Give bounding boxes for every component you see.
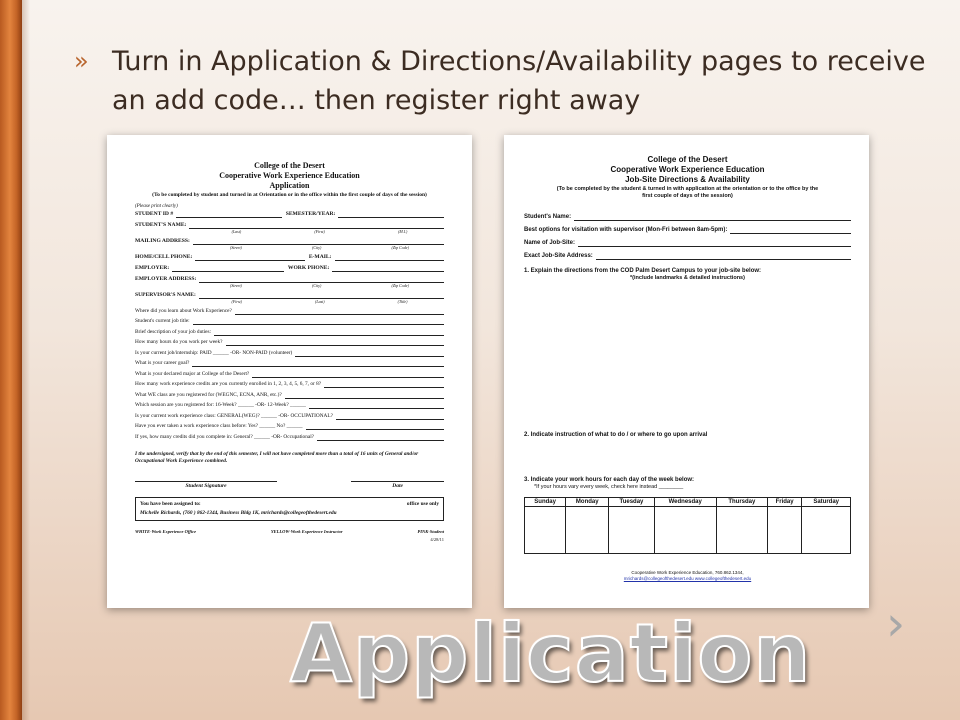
form-field: Name of Job-Site: xyxy=(524,240,851,247)
copy-distribution: WHITE-Work Experience Office YELLOW-Work Experience Instructor PINK-Student xyxy=(135,528,444,534)
day-header: Saturday xyxy=(802,498,851,507)
day-header: Monday xyxy=(566,498,609,507)
day-header: Wednesday xyxy=(654,498,716,507)
form-question: Is your current job/internship: PAID ______ -OR- NON-PAID (volunteer) xyxy=(135,350,444,357)
form-question: What is your career goal? xyxy=(135,360,444,367)
instructor-info: Michelle Richards, (760 ) 862-1344, Business Bldg 1K, mrichards@collegeofthedesert.edu xyxy=(140,509,337,516)
form-header-line: College of the Desert xyxy=(254,161,325,170)
assignment-box xyxy=(135,497,444,521)
day-header: Tuesday xyxy=(609,498,654,507)
form-field: MAILING ADDRESS: xyxy=(135,238,444,245)
field-sublabels: (First) (Last) (Title) xyxy=(231,299,408,304)
form-field: Exact Job-Site Address: xyxy=(524,253,851,260)
day-header: Sunday xyxy=(525,498,566,507)
form-question: Have you ever taken a work experience class before: Yes? ______ No? ______ xyxy=(135,423,444,430)
work-hours-table xyxy=(524,497,851,554)
form-question: How many hours do you work per week? xyxy=(135,339,444,346)
form-footer-links: mrichards@collegeofthedesert.edu www.collegeofthedesert.edu xyxy=(623,576,752,581)
bullet-text: Turn in Application & Directions/Availability pages to receive an add code… then register right away xyxy=(112,46,926,116)
accent-side-bar xyxy=(0,0,22,720)
form-header-line: College of the Desert xyxy=(647,155,728,164)
question-directions-note: *(include landmarks & detailed instructions) xyxy=(630,275,745,281)
day-cell xyxy=(767,507,802,554)
application-form-image xyxy=(107,135,472,608)
question-work-hours: 3. Indicate your work hours for each day of the week below: xyxy=(524,477,695,483)
form-question: How many work experience credits are you currently enrolled in 1, 2, 3, 4, 5, 6, 7, or 8? xyxy=(135,381,444,388)
form-field: SUPERVISOR'S NAME: xyxy=(135,292,444,299)
form-question: If yes, how many credits did you complete in: General? ______ -OR- Occupational? xyxy=(135,434,444,441)
hours-vary-note: *If your hours vary every week, check here instead ________ xyxy=(534,484,684,490)
form-field: HOME/CELL PHONE: E-MAIL: xyxy=(135,254,444,261)
form-question: What WE class are you registered for (WEGNC, ECNA, ANR, etc.)? xyxy=(135,392,444,399)
form-question: Brief description of your job duties: xyxy=(135,329,444,336)
question-list xyxy=(135,308,444,441)
form-header-line: Application xyxy=(269,181,310,190)
signature-label: Student Signature xyxy=(135,481,277,489)
revision-date: 4/28/11 xyxy=(430,536,444,542)
form-field: EMPLOYER: WORK PHONE: xyxy=(135,265,444,272)
day-cell xyxy=(716,507,767,554)
signature-row xyxy=(135,481,444,489)
form-subheader: (To be completed by the student & turned in with application at the orientation or to the office by the first couple of days of the session) xyxy=(556,186,819,199)
day-cell xyxy=(525,507,566,554)
field-sublabels: (Street) (City) (Zip Code) xyxy=(230,283,409,288)
print-note: (Please print clearly) xyxy=(135,204,178,209)
form-question: Student's current job title: xyxy=(135,318,444,325)
accent-side-shadow xyxy=(22,0,30,720)
certification-text: I the undersigned, verify that by the end of this semester, I will not have completed more than a total of 16 units of General and/or Occupational Work Experience combined. xyxy=(135,450,419,464)
directions-form-image xyxy=(504,135,869,608)
question-directions: 1. Explain the directions from the COD Palm Desert Campus to your job-site below: xyxy=(524,268,762,274)
day-header: Friday xyxy=(767,498,802,507)
office-use-label: office use only xyxy=(406,500,439,507)
form-header-line: Job-Site Directions & Availability xyxy=(625,175,750,184)
form-subheader: (To be completed by student and turned in at Orientation or in the office within the first couple of days of the session) xyxy=(152,192,427,198)
form-question: What is your declared major at College of the Desert? xyxy=(135,371,444,378)
form-field: Student's Name: xyxy=(524,214,851,221)
assigned-label: You have been assigned to: xyxy=(140,500,201,507)
bullet-icon: » xyxy=(74,47,89,75)
slide-title: Application xyxy=(290,607,812,700)
question-arrival: 2. Indicate instruction of what to do / or where to go upon arrival xyxy=(524,432,708,438)
form-header-line: Cooperative Work Experience Education xyxy=(610,165,765,174)
form-field: STUDENT'S NAME: xyxy=(135,222,444,229)
form-field: Best options for visitation with supervisor (Mon-Fri between 8am-5pm): xyxy=(524,227,851,234)
form-question: Where did you learn about Work Experience? xyxy=(135,308,444,315)
next-slide-icon[interactable]: › xyxy=(886,596,906,652)
form-field: EMPLOYER ADDRESS: xyxy=(135,276,444,283)
field-sublabels: (Street) (City) (Zip Code) xyxy=(230,245,409,250)
form-question: Is your current work experience class: GENERAL(WEG)? ______ -OR- OCCUPATIONAL? xyxy=(135,413,444,420)
day-cell xyxy=(566,507,609,554)
form-footer: Cooperative Work Experience Education, 760.862.1344, xyxy=(631,570,744,575)
form-question: Which session are you registered for: 16-Week? ______ -OR- 12-Week? ______ xyxy=(135,402,444,409)
day-header: Thursday xyxy=(716,498,767,507)
form-field: STUDENT ID # SEMESTER/YEAR: xyxy=(135,211,444,218)
form-header-line: Cooperative Work Experience Education xyxy=(219,171,360,180)
field-sublabels: (Last) (First) (M.I.) xyxy=(231,229,408,234)
day-cell xyxy=(654,507,716,554)
date-label: Date xyxy=(351,481,444,489)
day-cell xyxy=(609,507,654,554)
bullet-point xyxy=(74,42,934,120)
day-cell xyxy=(802,507,851,554)
